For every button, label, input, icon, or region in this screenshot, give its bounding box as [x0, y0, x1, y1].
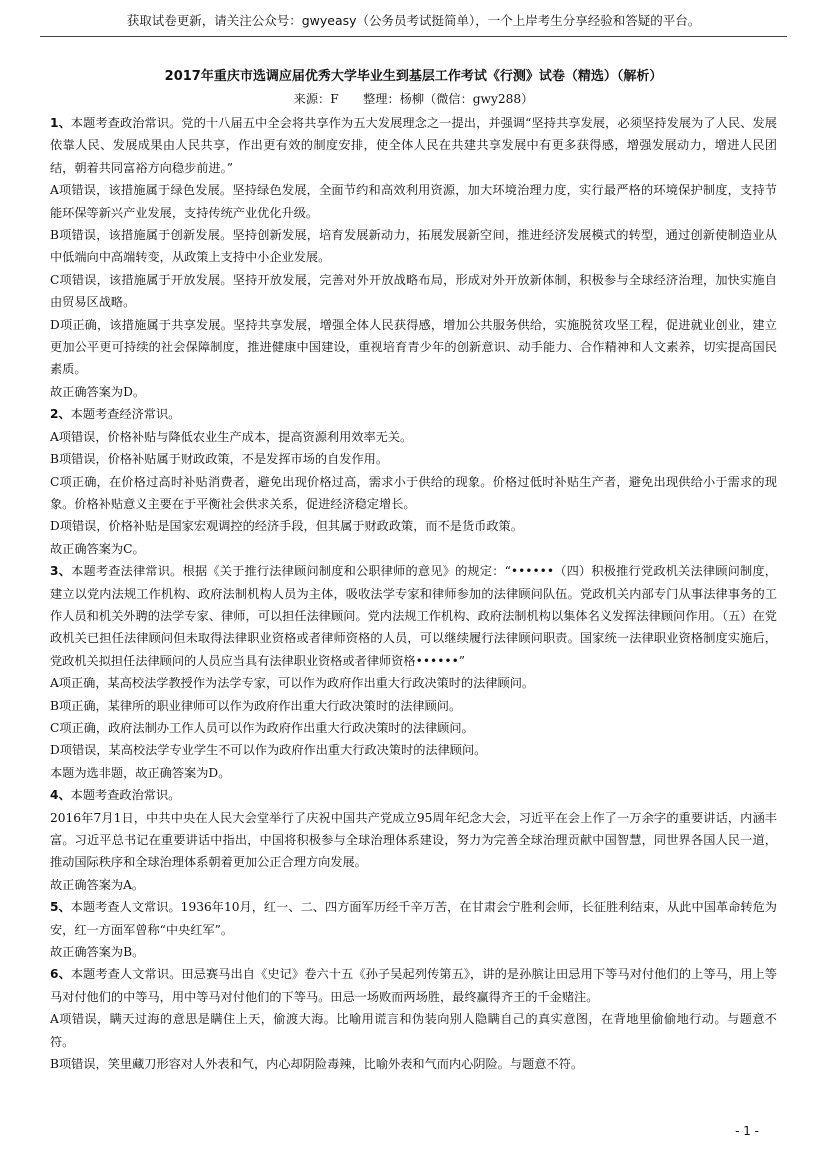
- question-text: B项错误，价格补贴属于财政政策，不是发挥市场的自发作用。: [50, 452, 389, 467]
- question-text: 本题考查经济常识。: [70, 407, 181, 422]
- question-line: [50, 269, 777, 314]
- question-text: 本题考查政治常识。党的十八届五中全会将共享作为五大发展理念之一提出，并强调“坚持共享发展，必须坚持发展为了人民、发展依靠人民、发展成果由人民共享，作出更有效的制度安排，使全体人民在共建共享发展中有更多获得感，增强发展动力，增进人民团结，朝着共同富裕方向稳步前进。”: [50, 116, 777, 175]
- question-number: 2、: [50, 407, 71, 422]
- question-line: [50, 426, 777, 448]
- question-text: B项正确，某律所的职业律师可以作为政府作出重大行政决策时的法律顾问。: [50, 698, 462, 713]
- question-text: A项正确，某高校法学教授作为法学专家，可以作为政府作出重大行政决策时的法律顾问。: [50, 676, 535, 691]
- question-line: [50, 762, 777, 784]
- question-line: [50, 471, 777, 516]
- question-line: [50, 717, 777, 739]
- question-line: [50, 381, 777, 403]
- document-title: 2017年重庆市选调应届优秀大学毕业生到基层工作考试《行测》试卷（精选）（解析）: [164, 69, 663, 84]
- question-number: 5、: [50, 900, 71, 915]
- question-line: [50, 672, 777, 694]
- question-line: [50, 179, 777, 224]
- question-line: [50, 739, 777, 761]
- question-text: A项错误，价格补贴与降低农业生产成本，提高资源利用效率无关。: [50, 429, 413, 444]
- question-text: D项正确，该措施属于共享发展。坚持共享发展，增强全体人民获得感，增加公共服务供给，实施脱贫攻坚工程，促进就业创业，建立更加公平更可持续的社会保障制度，推进健康中国建设，重视培育青少年的创新意识、动手能力、合作精神和人文素养，切实提高国民素质。: [50, 317, 777, 377]
- question-text: B项错误，该措施属于创新发展。坚持创新发展，培育发展新动力，拓展发展新空间，推进经济发展模式的转型，通过创新使制造业从中低端向中高端转变，从政策上支持中小企业发展。: [50, 228, 777, 265]
- question-text: 本题为选非题，故正确答案为D。: [50, 765, 231, 780]
- question-text: 故正确答案为C。: [50, 541, 145, 556]
- question-text: 故正确答案为B。: [50, 945, 145, 960]
- question-number: 6、: [50, 967, 71, 982]
- document-source: 来源：F 整理：杨柳（微信：gwy288）: [293, 92, 534, 106]
- question-line: [50, 448, 777, 470]
- question-text: C项正确，政府法制办工作人员可以作为政府作出重大行政决策时的法律顾问。: [50, 720, 474, 735]
- question-line: [50, 1008, 777, 1053]
- question-line: [50, 695, 777, 717]
- question-line: [50, 314, 777, 381]
- question-text: 本题考查人文常识。1936年10月，红一、二、四方面军历经千辛万苦，在甘肃会宁胜利会师，长征胜利结束，从此中国革命转危为安，红一方面军曾称“中央红军”。: [50, 900, 777, 937]
- question-number: 4、: [50, 788, 71, 803]
- question-intro: [50, 403, 777, 425]
- page-header-notice: 获取试卷更新，请关注公众号：gwyeasy（公务员考试挺简单），一个上岸考生分享经验和答疑的平台。: [40, 6, 787, 37]
- question-text: 本题考查法律常识。根据《关于推行法律顾问制度和公职律师的意见》的规定：“••••••（四）积极推行党政机关法律顾问制度，建立以党内法规工作机构、政府法制机构人员为主体，吸收法学专家和律师参加的法律顾问队伍。党政机关内部专门从事法律事务的工作人员和机关外聘的法学专家、律师，可以担任法律顾问。党内法规工作机构、政府法制机构以集体名义发挥法律顾问作用。（五）在党政机关已担任法律顾问但未取得法律职业资格或者律师资格的人员，可以继续履行法律顾问职责。国家统一法律职业资格制度实施后，党政机关拟担任法律顾问的人员应当具有法律职业资格或者律师资格••••••”: [50, 564, 777, 668]
- question-line: [50, 807, 777, 874]
- question-intro: [50, 112, 777, 179]
- question-line: [50, 874, 777, 896]
- question-intro: [50, 896, 777, 941]
- question-text: A项错误，该措施属于绿色发展。坚持绿色发展，全面节约和高效利用资源，加大环境治理力度，实行最严格的环境保护制度，支持节能环保等新兴产业发展，支持传统产业优化升级。: [50, 183, 777, 220]
- question-line: [50, 515, 777, 537]
- question-line: [50, 941, 777, 963]
- question-text: B项错误，笑里藏刀形容对人外表和气，内心却阴险毒辣，比喻外表和气而内心阴险。与题意不符。: [50, 1057, 584, 1072]
- question-number: 3、: [50, 564, 72, 579]
- question-text: 故正确答案为D。: [50, 384, 146, 399]
- question-number: 1、: [50, 116, 71, 130]
- questions-list: [50, 112, 777, 1075]
- question-text: D项错误，价格补贴是国家宏观调控的经济手段，但其属于财政政策，而不是货币政策。: [50, 519, 523, 534]
- question-line: [50, 538, 777, 560]
- question-line: [50, 1053, 777, 1075]
- page-number: - 1 -: [735, 1124, 759, 1138]
- question-text: 本题考查人文常识。田忌赛马出自《史记》卷六十五《孙子吴起列传第五》，讲的是孙膑让田忌用下等马对付他们的上等马，用上等马对付他们的中等马，用中等马对付他们的下等马。田忌一场败而两场胜，最终赢得齐王的千金赌注。: [50, 967, 777, 1004]
- question-text: D项错误，某高校法学专业学生不可以作为政府作出重大行政决策时的法律顾问。: [50, 743, 487, 758]
- question-intro: [50, 784, 777, 806]
- question-line: [50, 224, 777, 269]
- question-text: 2016年7月1日，中共中央在人民大会堂举行了庆祝中国共产党成立95周年纪念大会，习近平在会上作了一万余字的重要讲话，内涵丰富。习近平总书记在重要讲话中指出，中国将积极参与全球治理体系建设，努力为完善全球治理贡献中国智慧，同世界各国人民一道，推动国际秩序和全球治理体系朝着更加公正合理方向发展。: [50, 810, 777, 870]
- question-text: C项正确，在价格过高时补贴消费者，避免出现价格过高，需求小于供给的现象。价格过低时补贴生产者，避免出现供给小于需求的现象。价格补贴意义主要在于平衡社会供求关系，促进经济稳定增长。: [50, 474, 777, 511]
- question-text: A项错误，瞒天过海的意思是瞒住上天，偷渡大海。比喻用谎言和伪装向别人隐瞒自己的真实意图，在背地里偷偷地行动。与题意不符。: [50, 1012, 777, 1049]
- question-intro: [50, 560, 777, 672]
- question-text: 本题考查政治常识。: [70, 788, 181, 803]
- question-text: 故正确答案为A。: [50, 877, 145, 892]
- question-intro: [50, 963, 777, 1008]
- question-text: C项错误，该措施属于开放发展。坚持开放发展，完善对外开放战略布局，形成对外开放新体制，积极参与全球经济治理，加快实施自由贸易区战略。: [50, 272, 777, 310]
- document-body: [50, 66, 777, 1075]
